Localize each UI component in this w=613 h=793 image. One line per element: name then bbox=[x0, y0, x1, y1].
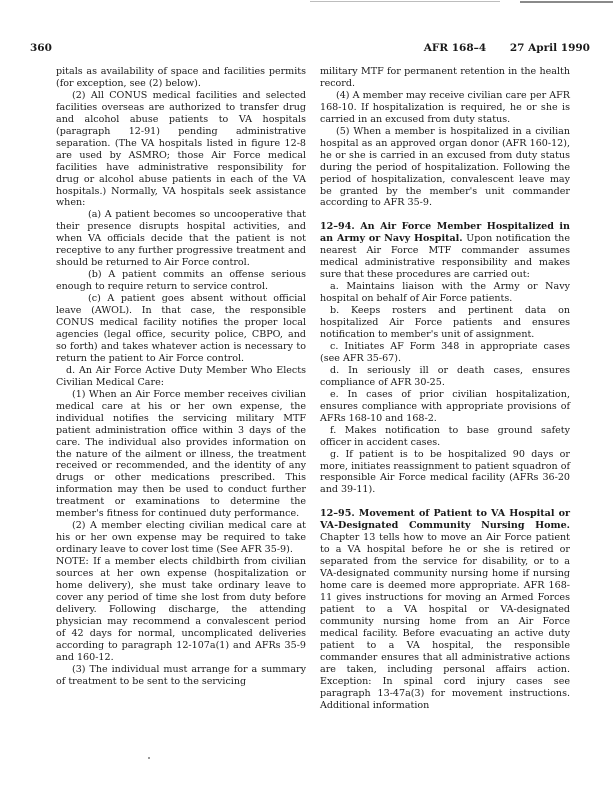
list-item: g. If patient is to be hospitalized 90 days or more, initiates reassignment to patient squadron of responsible Air Force medical facility (AFRs 36-20 and 39-11). bbox=[320, 448, 570, 496]
scan-artifact bbox=[310, 1, 500, 2]
paragraph: (a) A patient becomes so uncooperative that their presence disrupts hospital activities, and when VA officials decide that the patient is not receptive to any further progressive treatment and should be returned to Air Force control. bbox=[56, 209, 306, 269]
page-number: 360 bbox=[30, 42, 52, 54]
section-heading: 12–94. An Air Force Member Hospitalized in an Army or Navy Hospital. bbox=[320, 221, 570, 245]
list-item: e. In cases of prior civilian hospitalization, ensures compliance with appropriate provisions of AFRs 168-10 and 168-2. bbox=[320, 388, 570, 424]
paragraph: (b) A patient commits an offense serious enough to require return to service control. bbox=[56, 269, 306, 293]
scan-artifact bbox=[520, 1, 613, 3]
section-heading: 12–95. Movement of Patient to VA Hospital or VA-Designated Community Nursing Home. bbox=[320, 508, 570, 532]
right-column bbox=[320, 66, 570, 712]
scan-speck bbox=[148, 757, 150, 759]
paragraph: military MTF for permanent retention in the health record. bbox=[320, 66, 570, 89]
note-paragraph: NOTE: If a member elects childbirth from civilian sources at her own expense (hospitalization or home delivery), she must take ordinary leave to cover any period of time she lost from duty before delivery. Following discharge, the attending physician may recommend a convalescent period of 42 days for normal, uncomplicated deliveries according to paragraph 12-107a(1) and AFRs 35-9 and 160-12. bbox=[56, 556, 306, 663]
paragraph: (4) A member may receive civilian care per AFR 168-10. If hospitalization is required, he or she is carried in an excused from duty status. bbox=[320, 89, 570, 125]
section-body: Chapter 13 tells how to move an Air Force patient to a VA hospital before he or she is retired or separated from the service for disability, or to a VA-designated community nursing home if nursing home care is deemed more appropriate. AFR 168-11 gives instructions for moving an Armed Forces patient to a VA hospital or VA-designated community nursing home from an Air Force medical facility. Before evacuating an active duty patient to a VA hospital, the responsible commander ensures that all administrative actions are taken, including personal affairs action. Exception: In spinal cord injury cases see paragraph 13-47a(3) for movement instructions. Additional information bbox=[320, 532, 570, 711]
paragraph: (2) A member electing civilian medical care at his or her own expense may be required to take ordinary leave to cover lost time (See AFR 35-9). bbox=[56, 520, 306, 556]
paragraph: (c) A patient goes absent without official leave (AWOL). In that case, the responsible CONUS medical facility notifies the proper local agencies (legal office, security police, CBPO, and so forth) and takes whatever action is necessary to return the patient to Air Force control. bbox=[56, 293, 306, 364]
subsection-heading: d. An Air Force Active Duty Member Who Elects Civilian Medical Care: bbox=[56, 364, 306, 388]
document-date: 27 April 1990 bbox=[509, 42, 590, 54]
paragraph: pitals as availability of space and facilities permits (for exception, see (2) below). bbox=[56, 66, 306, 89]
list-item: c. Initiates AF Form 348 in appropriate cases (see AFR 35-67). bbox=[320, 340, 570, 364]
paragraph: (3) The individual must arrange for a summary of treatment to be sent to the servicing bbox=[56, 663, 306, 687]
list-item: a. Maintains liaison with the Army or Navy hospital on behalf of Air Force patients. bbox=[320, 281, 570, 305]
paragraph: (2) All CONUS medical facilities and selected facilities overseas are authorized to transfer drug and alcohol abuse patients to VA hospitals (paragraph 12-91) pending administrative separation. (The VA hospitals listed in figure 12-8 are used by ASMRO; those Air Force medical facilities have administrative responsibility for drug or alcohol abuse patients in each of the VA hospitals.) Normally, VA hospitals seek assistance when: bbox=[56, 89, 306, 209]
document-id: AFR 168–4 bbox=[423, 42, 487, 54]
left-column bbox=[56, 66, 306, 688]
header-right bbox=[404, 42, 590, 54]
section-12-95 bbox=[320, 508, 570, 711]
paragraph: (1) When an Air Force member receives civilian medical care at his or her own expense, the individual notifies the servicing military MTF patient administration office within 3 days of the care. The individual also provides information on the nature of the ailment or illness, the treatment received or recommended, and the identity of any drugs or other medications prescribed. This information may then be used to conduct further treatment or examinations to determine the member's fitness for continued duty performance. bbox=[56, 388, 306, 520]
list-item: b. Keeps rosters and pertinent data on hospitalized Air Force patients and ensures notification to member's unit of assignment. bbox=[320, 305, 570, 341]
section-body: Upon notification the nearest Air Force MTF commander assumes medical administrative responsibility and makes sure that these procedures are carried out: bbox=[320, 233, 570, 281]
list-item: d. In seriously ill or death cases, ensures compliance of AFR 30-25. bbox=[320, 364, 570, 388]
paragraph: (5) When a member is hospitalized in a civilian hospital as an approved organ donor (AFR 160-12), he or she is carried in an excused from duty status during the period of hospitalization. Following the period of hospitalization, convalescent leave may be granted by the member's unit commander according to AFR 35-9. bbox=[320, 125, 570, 209]
page-header bbox=[30, 42, 590, 56]
section-12-94 bbox=[320, 221, 570, 281]
list-item: f. Makes notification to base ground safety officer in accident cases. bbox=[320, 424, 570, 448]
